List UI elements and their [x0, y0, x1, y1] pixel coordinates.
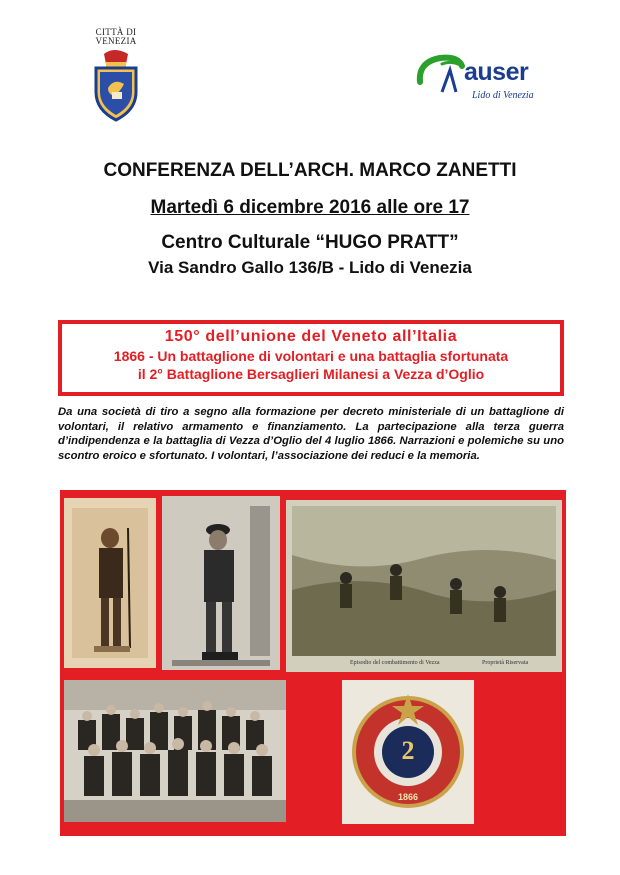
standing-officer-image [162, 496, 280, 670]
badge-number: 2 [401, 736, 415, 765]
venezia-coat-of-arms-icon [90, 48, 142, 122]
photo-collage [60, 490, 566, 836]
citta-di-venezia-logo [88, 28, 144, 127]
conference-address: Via Sandro Gallo 136/B - Lido di Venezia [148, 258, 472, 277]
topic-box [58, 320, 564, 396]
badge-year: 1866 [397, 792, 419, 802]
photo-battle-painting [286, 500, 562, 672]
event-description: Da una società di tiro a segno alla formazione per decreto ministeriale di un battaglione di volontari, il relativo armamento e finanziamento. La partecipazione alla terza guerra d’indipendenza e la battaglia di Vezza d’Oglio del 4 luglio 1866. Narrazioni e polemiche su uno scontro eroico e sfortunato. I volontari, l’associazione dei reduci e la memoria. [58, 406, 564, 462]
photo-veterans-group [64, 680, 286, 822]
painting-caption-title: Episodio del combattimento di Vezza [350, 660, 440, 666]
topic-line-3: il 2° Battaglione Bersaglieri Milanesi a Vezza d’Oglio [137, 366, 485, 382]
logo-text-line-2: VENEZIA [95, 36, 137, 46]
topic-line-2: 1866 - Un battaglione di volontari e una battaglia sfortunata [113, 348, 509, 364]
photo-bersagliere-portrait [162, 496, 280, 670]
conference-venue: Centro Culturale “HUGO PRATT” [161, 232, 459, 253]
veterans-group-image [64, 680, 286, 822]
auser-swoosh-icon [412, 52, 472, 102]
topic-line-1: 150° dell’unione del Veneto all’Italia [164, 328, 458, 345]
painting-caption-rights: Proprietà Riservata [482, 660, 529, 666]
auser-logo [412, 52, 552, 108]
auser-subtitle: Lido di Venezia [472, 90, 534, 101]
conference-title: CONFERENZA DELL’ARCH. MARCO ZANETTI [103, 160, 517, 181]
photo-volunteer-rifle [64, 498, 156, 668]
photo-commemorative-badge [342, 680, 474, 824]
battle-scene-image [286, 500, 562, 672]
auser-wordmark: auser [464, 58, 529, 86]
soldier-with-rifle-image [64, 498, 156, 668]
conference-date: Martedì 6 dicembre 2016 alle ore 17 [150, 197, 470, 218]
logo-text-line-1: CITTÀ DI [95, 27, 137, 37]
